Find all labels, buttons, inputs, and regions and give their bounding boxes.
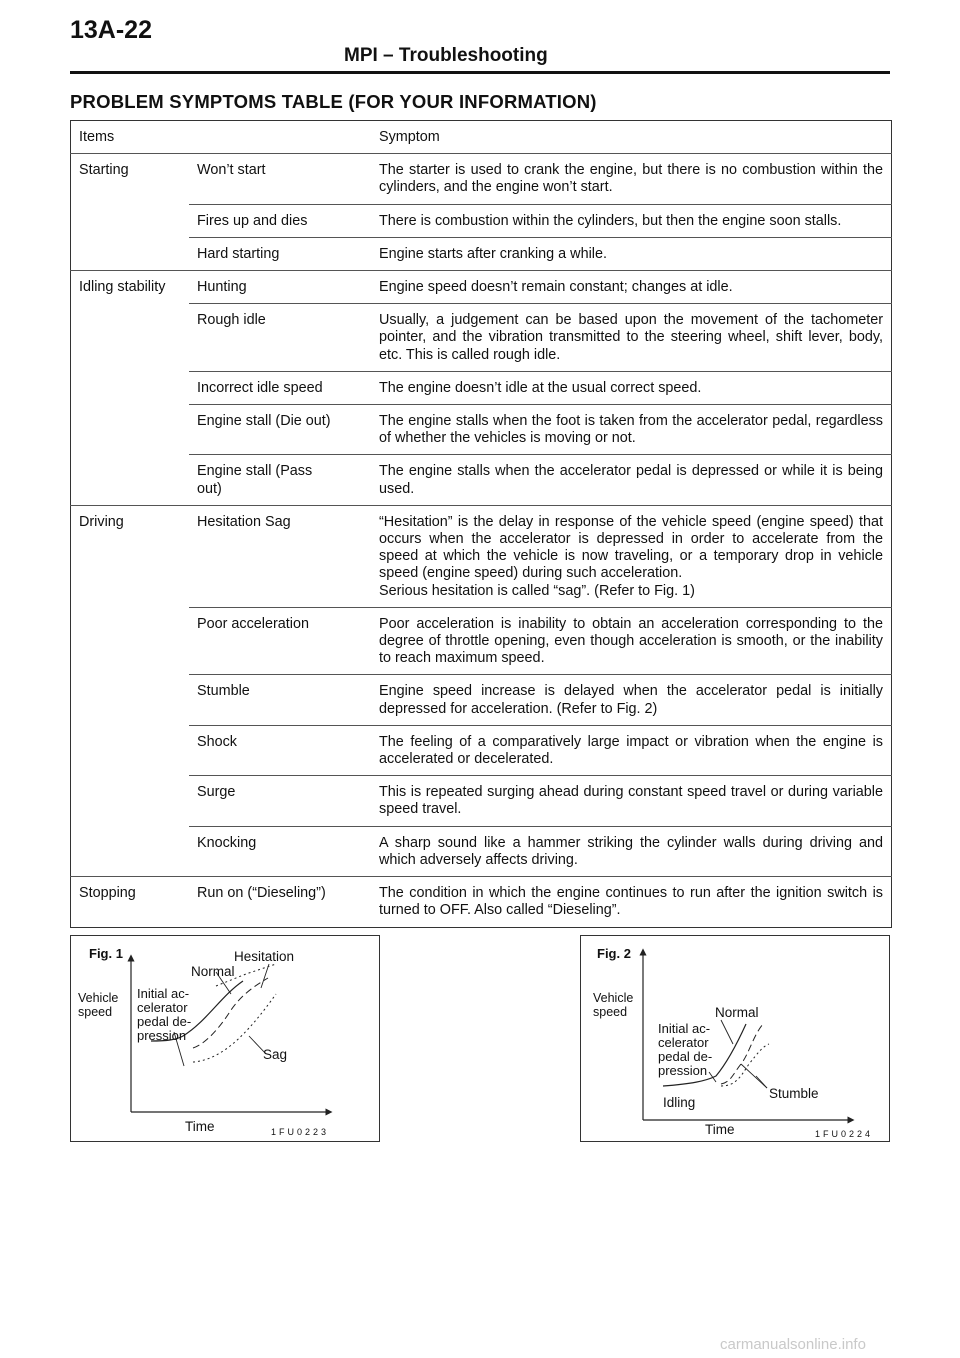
table-row: [71, 405, 892, 455]
figure-1-ylabel: Vehicle speed: [78, 991, 119, 1019]
item-cell: Hunting: [189, 271, 371, 304]
stumble-curve-2: [721, 1044, 769, 1086]
symptom-text-note: Serious hesitation is called “sag”. (Refer to Fig. 1): [379, 582, 695, 599]
figure-1-label-initial: Initial ac- celerator pedal de- pression: [137, 986, 192, 1043]
item-cell: Fires up and dies: [189, 204, 371, 237]
table-row: [71, 826, 892, 876]
symptom-cell: Usually, a judgement can be based upon the movement of the tachometer pointer, and the vibration transmitted to the steering wheel, shift lever, body, etc. This is called rough idle.: [371, 304, 892, 372]
item-cell: Poor acceleration: [189, 607, 371, 675]
table-row: [71, 237, 892, 270]
item-cell: Rough idle: [189, 304, 371, 372]
symptom-cell: The starter is used to crank the engine, but there is no combustion within the cylinders, and the engine won’t start.: [371, 154, 892, 204]
figure-1-label-sag: Sag: [263, 1047, 288, 1062]
item-cell: Engine stall (Die out): [189, 405, 371, 455]
symptom-cell: There is combustion within the cylinders, but then the engine soon stalls.: [371, 204, 892, 237]
table-header-row: [71, 121, 892, 154]
item-cell: Hesitation Sag: [189, 505, 371, 607]
group-name: Driving: [71, 505, 190, 876]
symptom-cell: The feeling of a comparatively large impact or vibration when the engine is accelerated or decelerated.: [371, 725, 892, 775]
item-cell: Shock: [189, 725, 371, 775]
symptom-cell: Engine speed doesn’t remain constant; changes at idle.: [371, 271, 892, 304]
item-cell: Won’t start: [189, 154, 371, 204]
item-cell: Hard starting: [189, 237, 371, 270]
symptoms-table: [70, 120, 892, 928]
item-cell: Engine stall (Pass out): [189, 455, 371, 505]
item-cell: Surge: [189, 776, 371, 826]
group-name: Starting: [71, 154, 190, 271]
normal-leader: [721, 1020, 733, 1044]
table-row: [71, 607, 892, 675]
figure-2-label-idling: Idling: [663, 1095, 696, 1110]
symptom-cell: A sharp sound like a hammer striking the cylinder walls during driving and which adversely affects driving.: [371, 826, 892, 876]
header-symptom: Symptom: [379, 129, 440, 145]
figure-2-graph: [581, 936, 889, 1141]
symptom-cell: The engine stalls when the accelerator pedal is depressed or while it is being used.: [371, 455, 892, 505]
figure-2-label-initial: Initial ac- celerator pedal de- pression: [658, 1021, 713, 1078]
symptom-cell: Engine speed increase is delayed when the accelerator pedal is initially depressed for acceleration. (Refer to Fig. 2): [371, 675, 892, 725]
group-name: Idling stability: [71, 271, 190, 506]
hesitation-leader: [261, 964, 269, 988]
figure-1-title: Fig. 1: [89, 946, 123, 961]
table-row: [71, 204, 892, 237]
table-row: [71, 455, 892, 505]
table-row: [71, 271, 892, 304]
page-code: 13A-22: [70, 16, 152, 44]
symptom-cell: The engine doesn’t idle at the usual correct speed.: [371, 371, 892, 404]
figure-2-label-stumble: Stumble: [769, 1086, 819, 1101]
item-cell: Incorrect idle speed: [189, 371, 371, 404]
figure-2-xlabel: Time: [705, 1122, 735, 1137]
figure-2-code: 1FU0224: [815, 1129, 874, 1139]
header-items: Items: [79, 129, 115, 145]
table-row: [71, 154, 892, 204]
symptom-cell: [371, 505, 892, 607]
symptom-cell: Engine starts after cranking a while.: [371, 237, 892, 270]
group-name: Stopping: [71, 877, 190, 927]
figure-2-title: Fig. 2: [597, 946, 631, 961]
symptom-cell: The condition in which the engine continues to run after the ignition switch is turned to OFF. Also called “Dieseling”.: [371, 877, 892, 927]
figure-2-ylabel: Vehicle speed: [593, 991, 634, 1019]
figure-1-xlabel: Time: [185, 1119, 215, 1134]
symptom-cell: This is repeated surging ahead during constant speed travel or during variable speed travel.: [371, 776, 892, 826]
item-cell: Stumble: [189, 675, 371, 725]
header-rule: [70, 71, 890, 74]
table-row: [71, 505, 892, 607]
item-cell: Knocking: [189, 826, 371, 876]
symptom-cell: The engine stalls when the foot is taken from the accelerator pedal, regardless of whether the vehicles is moving or not.: [371, 405, 892, 455]
hesitation-curve: [193, 978, 268, 1048]
figure-2: [580, 935, 890, 1142]
table-row: [71, 304, 892, 372]
symptom-cell: Poor acceleration is inability to obtain an acceleration corresponding to the degree of throttle opening, even though acceleration is smooth, or the inability to reach maximum speed.: [371, 607, 892, 675]
symptom-text: “Hesitation” is the delay in response of the vehicle speed (engine speed) that occurs when the accelerator is depressed in order to accelerate from the speed at which the vehicle is now traveling, or a temporary drop in vehicle speed (engine speed) during such acceleration.: [379, 513, 883, 582]
table-row: [71, 371, 892, 404]
section-title: PROBLEM SYMPTOMS TABLE (FOR YOUR INFORMATION): [70, 91, 597, 112]
figure-1-code: 1FU0223: [271, 1127, 330, 1137]
watermark-footer: carmanualsonline.info: [720, 1336, 866, 1353]
figure-2-label-normal: Normal: [715, 1005, 759, 1020]
table-row: [71, 877, 892, 927]
figure-1: [70, 935, 380, 1142]
figure-1-label-hesitation: Hesitation: [234, 949, 295, 964]
page-header-title: MPI – Troubleshooting: [344, 45, 548, 66]
figure-1-label-normal: Normal: [191, 964, 235, 979]
stumble-leader-2: [756, 1076, 767, 1088]
table-row: [71, 776, 892, 826]
table-row: [71, 725, 892, 775]
item-cell: Run on (“Dieseling”): [189, 877, 371, 927]
table-row: [71, 675, 892, 725]
